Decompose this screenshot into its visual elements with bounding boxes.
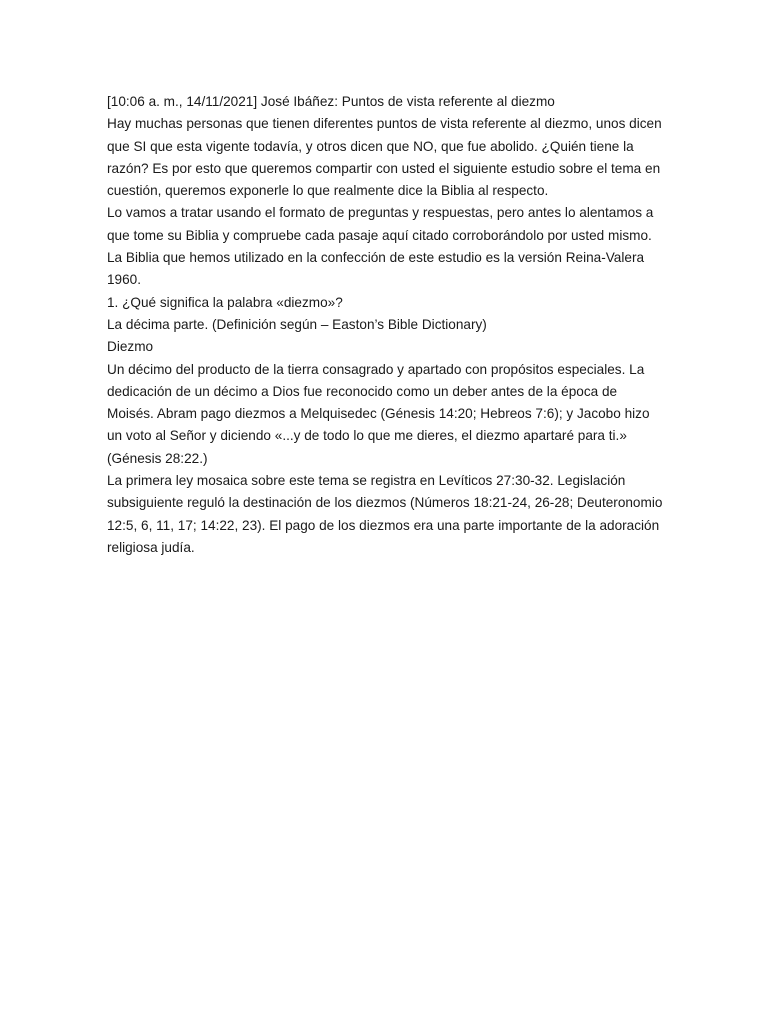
paragraph-intro: Hay muchas personas que tienen diferentes puntos de vista referente al diezmo, unos dicen que SI que esta vigente todavía, y otros dicen que NO, que fue abolido. ¿Quién tiene la razón? Es por esto que queremos compartir con usted el siguiente estudio sobre el tema en cuestión, queremos exponerle lo que realmente dice la Biblia al respecto. bbox=[107, 116, 662, 199]
message-header: [10:06 a. m., 14/11/2021] José Ibáñez: Puntos de vista referente al diezmo bbox=[107, 94, 555, 109]
paragraph-mosaic-law: La primera ley mosaica sobre este tema se registra en Levíticos 27:30-32. Legislación subsiguiente reguló la destinación de los diezmos (Números 18:21-24, 26-28; Deuteronomio 12:5, 6, 11, 17; 14:22, 23). El pago de los diezmos era una parte importante de la adoración religiosa judía. bbox=[107, 473, 663, 555]
paragraph-format: Lo vamos a tratar usando el formato de preguntas y respuestas, pero antes lo alentamos a que tome su Biblia y compruebe cada pasaje aquí citado corroborándolo por usted mismo. La Biblia que hemos utilizado en la confección de este estudio es la versión Reina-Valera 1960. bbox=[107, 205, 654, 288]
document-page bbox=[107, 91, 667, 559]
paragraph-definition: Un décimo del producto de la tierra consagrado y apartado con propósitos especiales. La dedicación de un décimo a Dios fue reconocido como un deber antes de la época de Moisés. Abram pago diezmos a Melquisedec (Génesis 14:20; Hebreos 7:6); y Jacobo hizo un voto al Señor y diciendo «...y de todo lo que me dieres, el diezmo apartaré para ti.» (Génesis 28:22.) bbox=[107, 361, 650, 466]
question-1: 1. ¿Qué significa la palabra «diezmo»? bbox=[107, 294, 343, 310]
section-heading-diezmo: Diezmo bbox=[107, 339, 154, 355]
answer-1: La décima parte. (Definición según – Easton’s Bible Dictionary) bbox=[107, 316, 487, 332]
